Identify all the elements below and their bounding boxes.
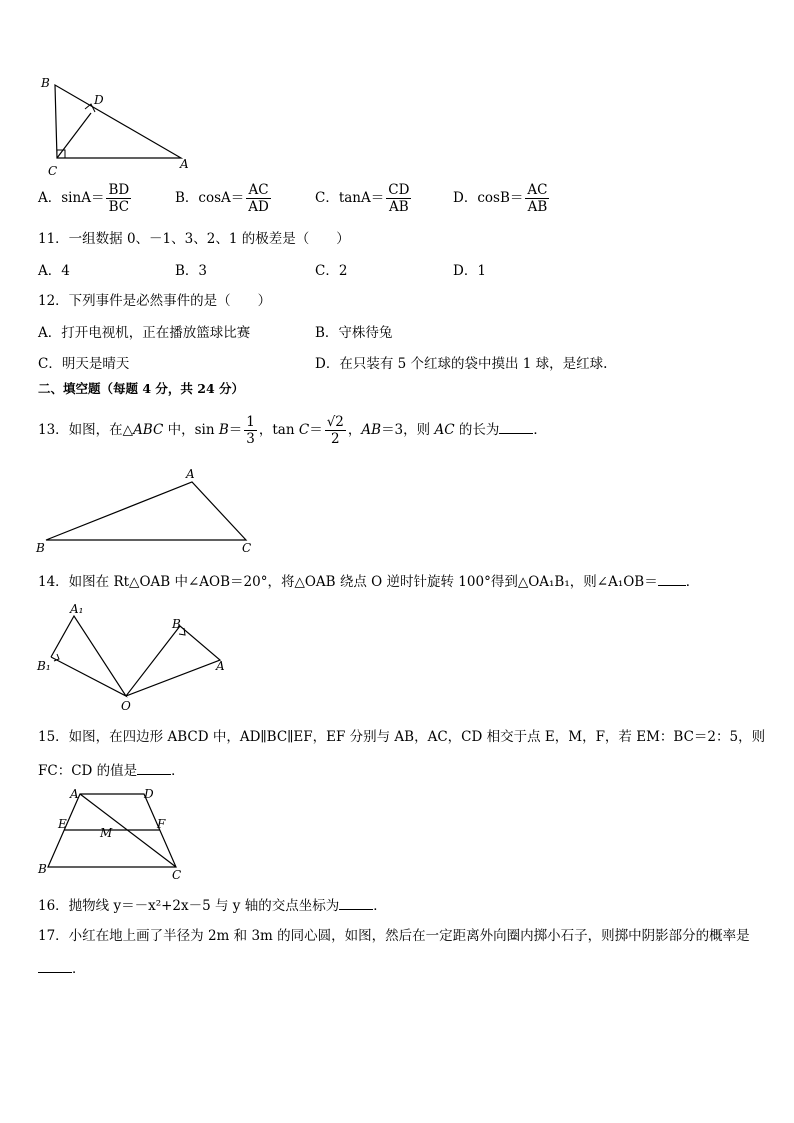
label-M: M xyxy=(100,826,113,840)
q14-stem: 14．如图在 Rt△OAB 中∠AOB＝20°，将△OAB 绕点 O 逆时针旋转 100°得到△OA₁B₁，则∠A₁OB＝ ． xyxy=(38,571,699,591)
q13-stem: 13．如图，在△ABC 中，sin B＝ $\frac{1}{3}$ ，tan C＝ $\frac{√2}{2}$ ，AB＝3，则 AC 的长为 ． xyxy=(38,414,547,447)
q12-option-b[interactable]: B．守株待兔 xyxy=(315,325,393,341)
label-B: B xyxy=(38,862,47,876)
label-C: C xyxy=(242,541,252,555)
label-B1: B₁ xyxy=(37,659,51,673)
q14-rotation-figure xyxy=(36,604,236,716)
q11-option-d[interactable]: D．1 xyxy=(453,263,486,279)
label-B: B xyxy=(41,76,50,90)
q17-line1: 17．小红在地上画了半径为 2m 和 3m 的同心圆，如图，然后在一定距离外向圈内掷小石子，则掷中阴影部分的概率是 xyxy=(38,928,750,944)
q11-stem: 11．一组数据 0、－1、3、2、1 的极差是（ ） xyxy=(38,231,350,247)
q14-answer-blank[interactable] xyxy=(658,571,686,586)
label-A: A xyxy=(186,467,195,481)
q10-option-a[interactable]: A．sinA＝ $\frac{BD}{BC}$ xyxy=(38,182,130,215)
q11-option-c[interactable]: C．2 xyxy=(315,263,348,279)
q16-stem: 16．抛物线 y＝－x²+2x－5 与 y 轴的交点坐标为 ． xyxy=(38,895,387,915)
q10-option-d[interactable]: D．cosB＝ $\frac{AC}{AB}$ xyxy=(453,182,548,215)
label-B: B xyxy=(36,541,45,555)
label-A: A xyxy=(70,787,79,801)
q12-option-a[interactable]: A．打开电视机，正在播放篮球比赛 xyxy=(38,325,251,341)
q16-answer-blank[interactable] xyxy=(339,895,373,910)
label-E: E xyxy=(58,817,67,831)
label-D: D xyxy=(144,787,154,801)
label-C: C xyxy=(172,868,182,882)
q15-line1: 15．如图，在四边形 ABCD 中，AD∥BC∥EF，EF 分别与 AB，AC，CD 相交于点 E，M，F，若 EM：BC＝2：5，则 xyxy=(38,729,766,745)
section-heading: 二、填空题（每题 4 分，共 24 分） xyxy=(38,381,245,396)
q11-option-b[interactable]: B．3 xyxy=(175,263,208,279)
label-C: C xyxy=(48,164,58,178)
label-A: A xyxy=(216,659,225,673)
label-F: F xyxy=(157,817,166,831)
q12-option-d[interactable]: D．在只装有 5 个红球的袋中摸出 1 球，是红球. xyxy=(315,356,608,372)
q13-triangle-figure xyxy=(34,466,264,556)
q15-trapezoid-figure xyxy=(36,785,186,881)
q17-line2: ． xyxy=(38,958,86,978)
q11-option-a[interactable]: A．4 xyxy=(38,263,70,279)
q15-line2: FC：CD 的值是 ． xyxy=(38,760,185,780)
q13-answer-blank[interactable] xyxy=(499,419,533,434)
q10-triangle-figure xyxy=(38,76,198,176)
label-B: B xyxy=(172,617,181,631)
label-O: O xyxy=(121,699,131,713)
label-A1: A₁ xyxy=(70,602,84,616)
q15-answer-blank[interactable] xyxy=(137,760,171,775)
label-A: A xyxy=(180,157,189,171)
q10-option-c[interactable]: C．tanA＝ $\frac{CD}{AB}$ xyxy=(315,182,410,215)
label-D: D xyxy=(94,93,104,107)
q12-stem: 12．下列事件是必然事件的是（ ） xyxy=(38,293,272,309)
q12-option-c[interactable]: C．明天是晴天 xyxy=(38,356,130,372)
q17-answer-blank[interactable] xyxy=(38,958,72,973)
q10-option-b[interactable]: B．cosA＝ $\frac{AC}{AD}$ xyxy=(175,182,269,215)
